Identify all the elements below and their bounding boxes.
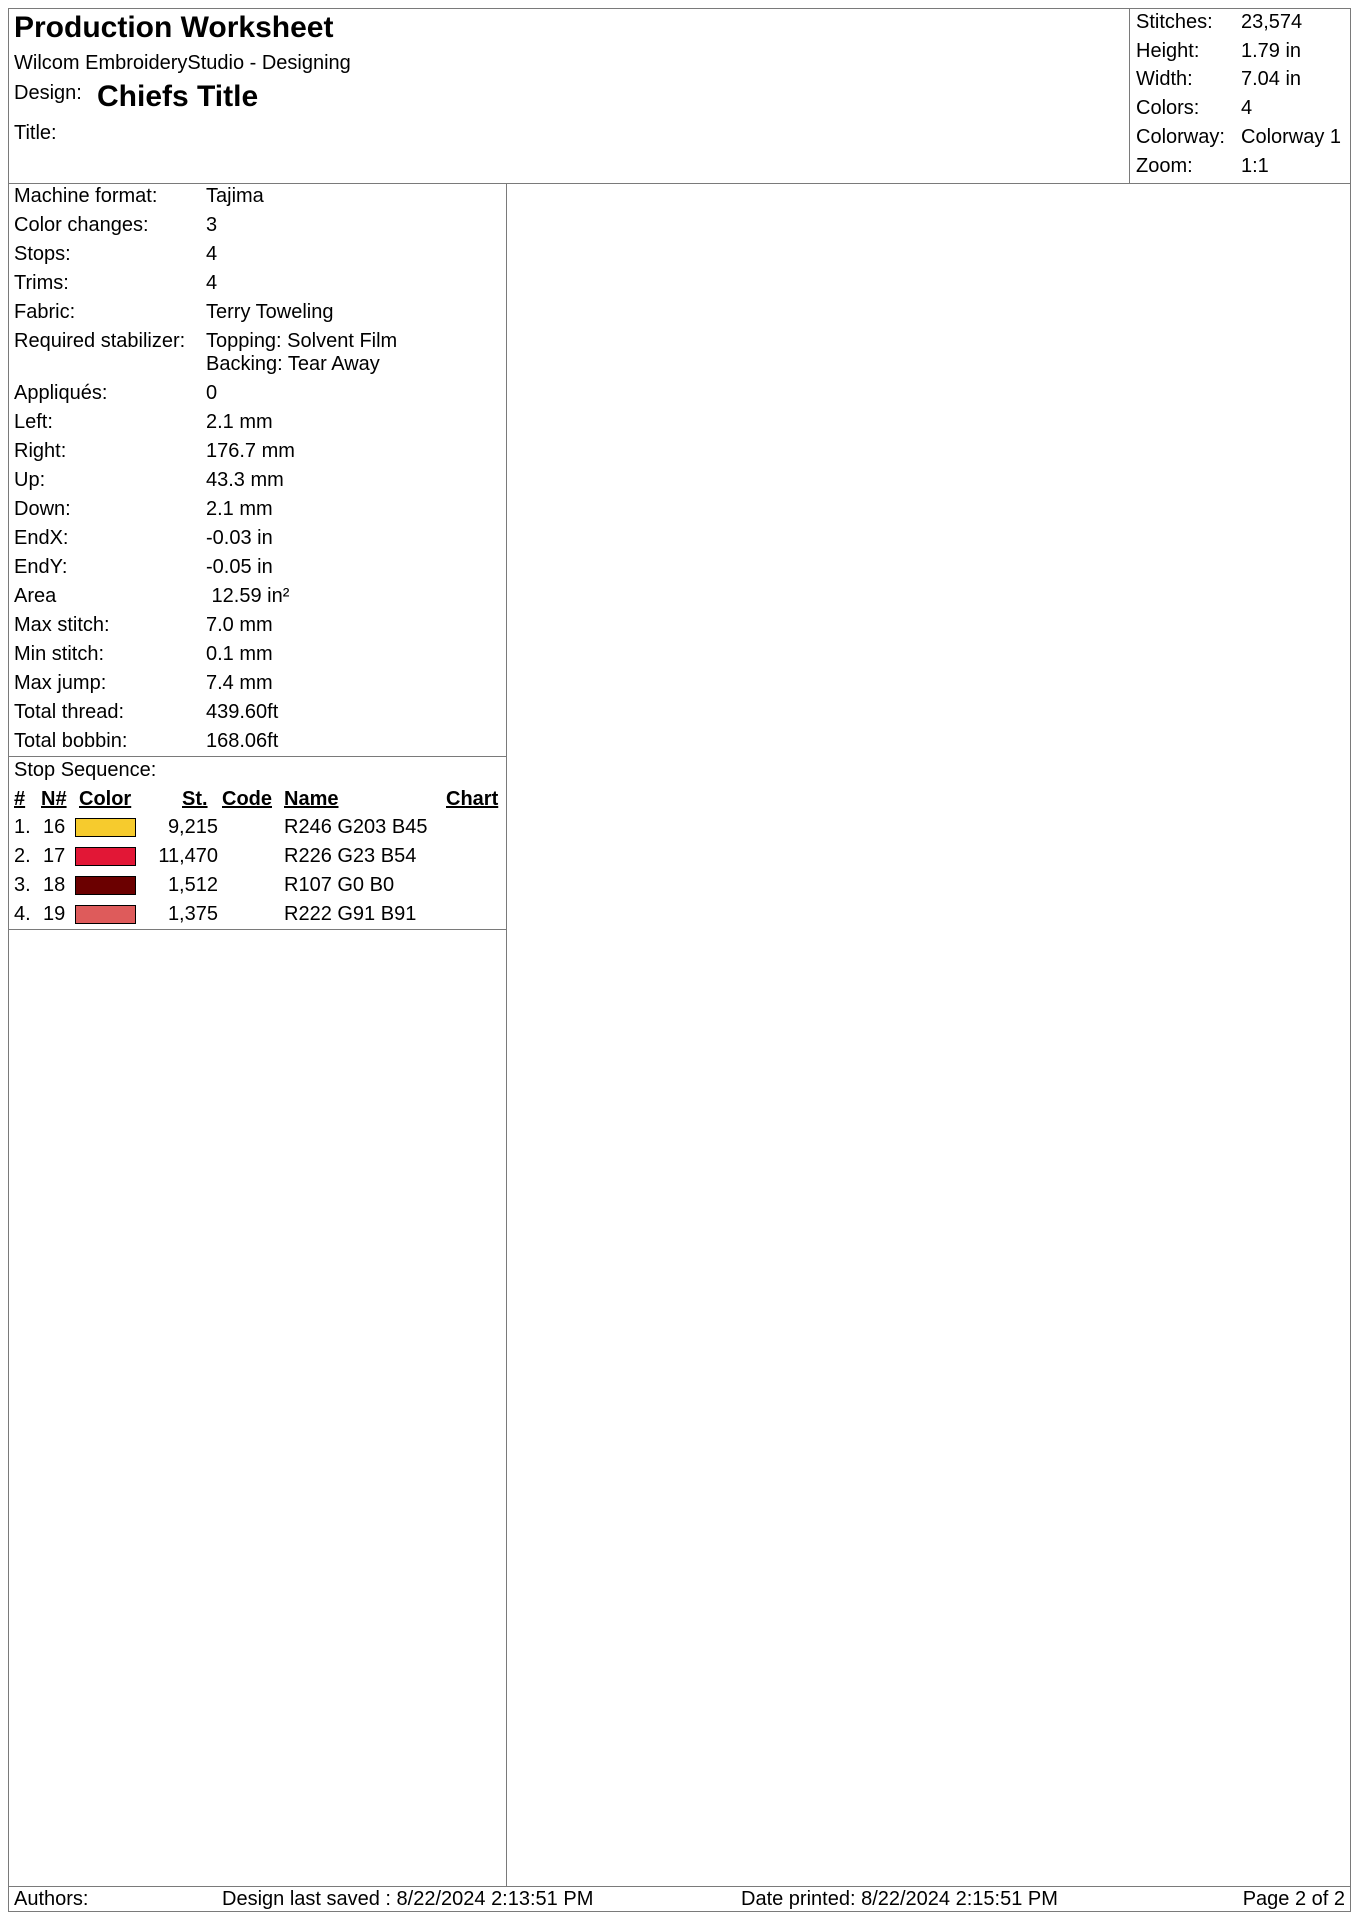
info-value: Topping: Solvent Film (206, 330, 398, 352)
color-swatch (75, 905, 136, 924)
stitch-count: 1,375 (167, 903, 218, 925)
needle-number: 17 (43, 845, 66, 867)
details-column (9, 183, 507, 1886)
stop-row (9, 845, 506, 873)
stat-value: 7.04 in (1241, 68, 1302, 90)
info-row (14, 585, 290, 608)
stop-row (9, 903, 506, 931)
info-value: 0.1 mm (206, 643, 273, 665)
stitch-count: 11,470 (158, 845, 218, 867)
stop-number: 4. (14, 903, 31, 925)
info-label: EndY: (14, 556, 68, 578)
info-label: Left: (14, 411, 53, 433)
last-saved: Design last saved : 8/22/2024 2:13:51 PM (222, 1888, 594, 1910)
info-value: 4 (206, 243, 218, 265)
info-label: EndX: (14, 527, 69, 549)
production-worksheet (8, 8, 1351, 1912)
color-swatch (75, 876, 136, 895)
info-label: Right: (14, 440, 67, 462)
stat-label: Zoom: (1136, 155, 1193, 177)
worksheet-footer (9, 1886, 1350, 1912)
design-name: Chiefs Title (97, 80, 259, 113)
info-label: Color changes: (14, 214, 149, 236)
header-chart: Chart (446, 788, 499, 810)
info-value: Terry Toweling (206, 301, 334, 323)
authors-label: Authors: (14, 1888, 89, 1910)
info-label: Stops: (14, 243, 71, 265)
info-row (14, 272, 218, 295)
stop-sequence-title: Stop Sequence: (14, 759, 157, 781)
header-title-block (9, 9, 1130, 183)
page-number: Page 2 of 2 (1242, 1888, 1345, 1910)
info-row (14, 730, 279, 753)
stat-value: Colorway 1 (1241, 126, 1342, 148)
info-value: 439.60ft (206, 701, 279, 723)
stat-label: Width: (1136, 68, 1193, 90)
stat-label: Colors: (1136, 97, 1200, 119)
info-value: 4 (206, 272, 218, 294)
stitch-count: 9,215 (167, 816, 218, 838)
info-value: 3 (206, 214, 218, 236)
header-code: Code (222, 788, 272, 810)
stat-value: 23,574 (1241, 11, 1303, 33)
design-info-table (9, 183, 506, 757)
info-row (14, 243, 218, 266)
info-row (14, 440, 295, 463)
info-label: Up: (14, 469, 46, 491)
stop-row (9, 874, 506, 902)
stat-stitches (1136, 11, 1303, 34)
date-printed: Date printed: 8/22/2024 2:15:51 PM (741, 1888, 1058, 1910)
info-label: Down: (14, 498, 71, 520)
info-row (14, 469, 284, 492)
info-value: 7.0 mm (206, 614, 273, 636)
info-label: Machine format: (14, 185, 158, 207)
info-value: Tajima (206, 185, 264, 207)
header-number: # (14, 788, 26, 810)
stitch-count: 1,512 (167, 874, 218, 896)
stat-label: Colorway: (1136, 126, 1225, 148)
info-label: Min stitch: (14, 643, 105, 665)
header-needle: N# (41, 788, 67, 810)
info-row (14, 527, 273, 550)
worksheet-header (9, 9, 1350, 184)
info-label: Fabric: (14, 301, 76, 323)
info-row (14, 556, 273, 579)
document-title: Production Worksheet (14, 11, 334, 44)
stop-row (9, 816, 506, 844)
header-stitches: St. (182, 788, 208, 810)
info-label: Total thread: (14, 701, 125, 723)
header-name: Name (284, 788, 339, 810)
info-row (14, 411, 273, 434)
stop-sequence-table (9, 757, 506, 930)
header-stats-block (1130, 9, 1350, 183)
info-value: 43.3 mm (206, 469, 284, 491)
info-row (14, 214, 218, 237)
stat-value: 1.79 in (1241, 40, 1302, 62)
design-label: Design: (14, 82, 82, 104)
info-label: Appliqués: (14, 382, 108, 404)
stat-height (1136, 40, 1302, 63)
info-row (14, 614, 273, 637)
stat-colorway (1136, 126, 1342, 149)
info-value: -0.05 in (206, 556, 273, 578)
info-value-secondary: Backing: Tear Away (206, 353, 380, 375)
needle-number: 18 (43, 874, 66, 896)
thread-name: R246 G203 B45 (284, 816, 428, 838)
color-swatch (75, 818, 136, 837)
info-row (14, 382, 218, 405)
info-label: Area (14, 585, 57, 607)
info-label: Trims: (14, 272, 69, 294)
info-value: 12.59 in² (206, 585, 290, 607)
info-value: 176.7 mm (206, 440, 295, 462)
stat-label: Stitches: (1136, 11, 1213, 33)
info-row (14, 701, 279, 724)
stat-width (1136, 68, 1302, 91)
stat-label: Height: (1136, 40, 1200, 62)
info-value: 168.06ft (206, 730, 279, 752)
stop-number: 2. (14, 845, 31, 867)
info-row-stabilizer (14, 330, 398, 375)
info-label: Total bobbin: (14, 730, 128, 752)
software-name: Wilcom EmbroideryStudio - Designing (14, 52, 351, 74)
info-value: 7.4 mm (206, 672, 273, 694)
info-label: Max jump: (14, 672, 107, 694)
info-value: 0 (206, 382, 218, 404)
info-value: 2.1 mm (206, 411, 273, 433)
header-color: Color (79, 788, 132, 810)
info-label: Required stabilizer: (14, 330, 186, 352)
needle-number: 19 (43, 903, 66, 925)
info-row (14, 643, 273, 666)
info-row (14, 672, 273, 695)
stat-zoom (1136, 155, 1269, 178)
info-value: -0.03 in (206, 527, 273, 549)
stat-value: 1:1 (1241, 155, 1269, 177)
color-swatch (75, 847, 136, 866)
info-row (14, 498, 273, 521)
info-value: 2.1 mm (206, 498, 273, 520)
thread-name: R107 G0 B0 (284, 874, 395, 896)
stat-value: 4 (1241, 97, 1253, 119)
stat-colors (1136, 97, 1253, 120)
thread-name: R222 G91 B91 (284, 903, 417, 925)
stop-number: 1. (14, 816, 31, 838)
stop-number: 3. (14, 874, 31, 896)
info-row (14, 185, 264, 208)
info-row (14, 301, 334, 324)
info-label: Max stitch: (14, 614, 110, 636)
needle-number: 16 (43, 816, 66, 838)
thread-name: R226 G23 B54 (284, 845, 417, 867)
title-label: Title: (14, 122, 57, 144)
